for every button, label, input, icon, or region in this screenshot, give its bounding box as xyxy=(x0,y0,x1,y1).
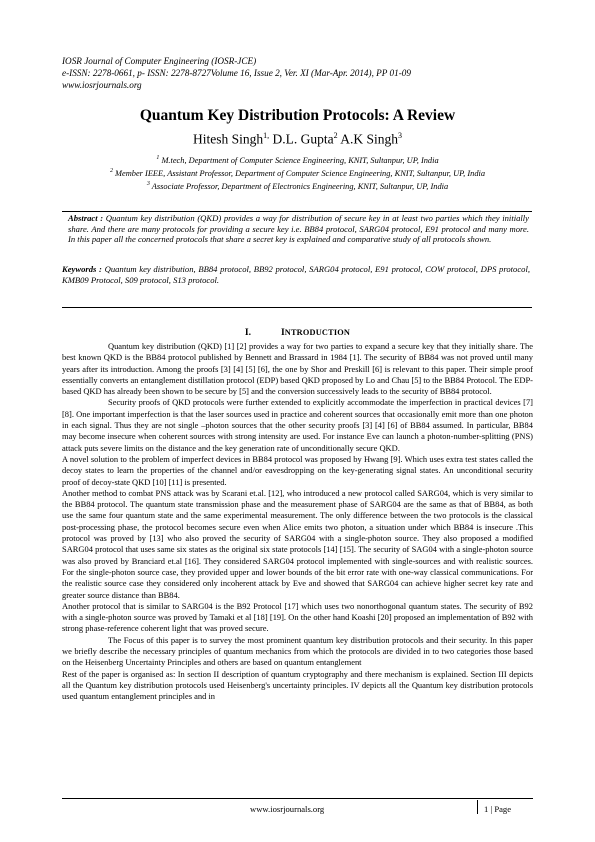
affiliation xyxy=(62,166,533,179)
paragraph: Another protocol that is similar to SARG04 is the B92 Protocol [17] which uses two nonorthogonal quantum states. The security of B92 with a single-photon source was proved by Tamaki et al [18] [19]. On the other hand Koashi [20] proposed an implementation of B92 with strong phase-reference coherent light that was proved secure. xyxy=(62,600,533,634)
affiliation-sup: 2 xyxy=(109,168,113,175)
footer-separator xyxy=(477,800,478,814)
affiliation-sup: 3 xyxy=(146,181,150,188)
footer-page-number: 1 | Page xyxy=(484,804,512,814)
footer-rule xyxy=(62,798,533,799)
section-title-initial: I xyxy=(281,327,285,338)
author-name: A.K Singh xyxy=(340,131,399,147)
journal-name: IOSR Journal of Computer Engineering (IOSR-JCE) xyxy=(62,56,257,66)
abstract-text: Quantum key distribution (QKD) provides a way for distribution of secure key in at least two parties which they initially share. And there are many protocols for providing a secure key i.e. BB84 protocol, SARG04 protocol, E91 protocol and many more. In this paper all the concerned protocols that share a secret key is explained and comparative study of all protocols shown. xyxy=(68,213,529,245)
paragraph: The Focus of this paper is to survey the most prominent quantum key distribution protocols and their security. In this paper we briefly describe the necessary principles of quantum mechanics from which the protocols are divided in to two categories those based on the Heisenberg Uncertainty Principles and others are based on quantum entanglement xyxy=(62,634,533,668)
body-text xyxy=(62,341,533,703)
affiliation xyxy=(62,179,533,192)
journal-issn: e-ISSN: 2278-0661, p- ISSN: 2278-8727Volume 16, Issue 2, Ver. XI (Mar-Apr. 2014), PP 01-09 xyxy=(62,68,411,78)
author-name: D.L. Gupta xyxy=(272,131,334,147)
author-name: Hitesh Singh xyxy=(192,131,264,147)
keywords-label: Keywords : xyxy=(62,264,102,274)
keywords-text: Quantum key distribution, BB84 protocol, BB92 protocol, SARG04 protocol, E91 protocol, COW protocol, DPS protocol, KMB09 Protocol, S09 protocol, S13 protocol. xyxy=(62,264,530,285)
paragraph: Rest of the paper is organised as: In section II description of quantum cryptography and there mechanism is explained. Section III depicts all the Quantum key distribution protocols used Heisenberg's uncertainty principles. IV depicts all the Quantum key distribution protocols used quantum entanglement principles and in xyxy=(62,668,533,702)
affiliation-text: Associate Professor, Department of Electronics Engineering, KNIT, Sultanpur, UP, India xyxy=(151,182,449,192)
abstract xyxy=(68,213,529,245)
abstract-label: Abstract : xyxy=(68,213,104,223)
keywords xyxy=(62,264,530,285)
author-sup: 1, xyxy=(263,131,270,140)
author-sup: 2 xyxy=(333,131,338,140)
author-list xyxy=(62,131,533,148)
section-number: I. xyxy=(244,327,252,338)
footer-website[interactable]: www.iosrjournals.org xyxy=(250,804,325,814)
author-sup: 3 xyxy=(398,131,403,140)
journal-website[interactable]: www.iosrjournals.org xyxy=(62,80,142,90)
affiliation-sup: 1 xyxy=(156,155,160,161)
journal-header xyxy=(62,55,411,91)
paper-title: Quantum Key Distribution Protocols: A Review xyxy=(139,107,456,124)
section-title-rest: NTRODUCTION xyxy=(284,328,351,337)
paragraph: Quantum key distribution (QKD) [1] [2] provides a way for two parties to expand a secure key that they initially share. The best known QKD is the BB84 protocol published by Bennett and Brassard in 1984 [1]. The security of BB84 was not proved until many years after its introduction. Among the proofs [3] [4] [5] [6], the one by Shor and Preskill [6] is relevant to this paper. Their simple proof essentially converts an entanglement distillation protocol (EDP) based QKD proposed by Lo and Chau [5] to the BB84 Protocol. The EDP-based QKD has already been shown to be secure by [5] and the conversion successively leads to the security of BB84 protocol. xyxy=(62,341,533,397)
paragraph: Another method to combat PNS attack was by Scarani et.al. [12], who introduced a new protocol called SARG04, which is very similar to the BB84 protocol. The quantum state transmission phase and the measurement phase of SARG04 are the same as that of BB84, as both use the same four quantum state and the same experimental measurement. The only difference between the two protocols is the classical post-processing phase, the protocol becomes secure even when Alice emits two photon, a situation under which BB84 is insecure .This protocol was proved by [13] who also proved the security of SARG04 with a single-photon source. They also proposed a modified SARG04 protocol that uses same six states as the original six state protocols [14] [15]. The security of SAG04 with a single-photon source was also proved by Branciard et.al [16]. They considered SARG04 protocol implemented with single-sources and with realistic sources. For the single-photon source case, they provided upper and lower bounds of the bit error rate with one-way classical communications. For the realistic source case they considered only incoherent attack by Eve and showed that SARG04 can achieve higher secret key rate and greater source distance than BB84. xyxy=(62,487,533,600)
affiliation xyxy=(62,153,533,166)
affiliation-text: M.tech, Department of Computer Science Engineering, KNIT, Sultanpur, UP, India xyxy=(161,155,439,165)
paragraph: Security proofs of QKD protocols were further extended to explicitly accommodate the imperfection in practical devices [7] [8]. One important imperfection is that the laser sources used in practice and coherent sources that occasionally emit more than one photon in each signal. Thus they are not single –photon sources that the other security proofs [3] [4] [6] of BB84 assumed. In particular, BB84 may become insecure when coherent sources with strong intensity are used. For instance Eve can launch a photon-number-splitting (PNS) attack puts severe limits on the distance and the key generation rate of unconditionally secure QKD. xyxy=(62,397,533,453)
affiliations xyxy=(62,153,533,193)
section-heading xyxy=(62,327,533,338)
affiliation-text: Member IEEE, Assistant Professor, Department of Computer Science Engineering, KNIT, Sultanpur, UP, India xyxy=(115,169,486,178)
paragraph: A novel solution to the problem of imperfect devices in BB84 protocol was proposed by Hwang [9]. Which uses extra test states called the decoy states to learn the properties of the channel and/or eavesdropping on the key-generating signal states. An unconditional security proof of decoy-state QKD [10] [11] is presented. xyxy=(62,453,533,487)
